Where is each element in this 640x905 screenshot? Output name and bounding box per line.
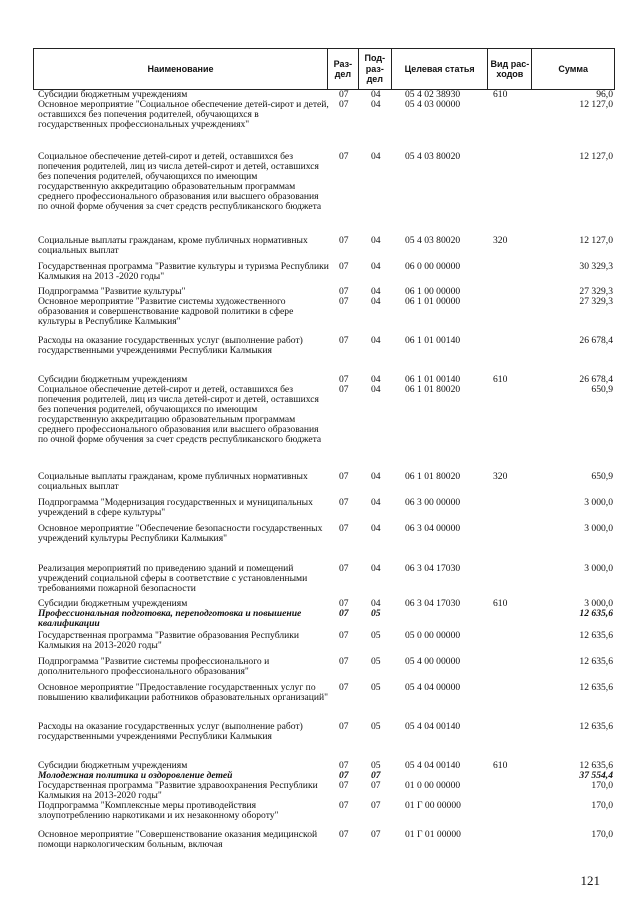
header-podrazdel: Под-раз-дел	[359, 49, 392, 89]
row-name: Подпрограмма "Модернизация государственных и муниципальных учреждений в сфере культуры"	[38, 497, 313, 518]
row-sum: 650,9	[591, 471, 613, 482]
row-name: Основное мероприятие "Предоставление государственных услуг по повышению квалификации работников образовательных организаций"	[38, 682, 329, 703]
row-name: Реализация мероприятий по приведению зданий и помещений учреждений социальной сферы в соответствие с установленными требованиями пожарной безопасности	[38, 563, 308, 594]
row-razdel: 07	[339, 99, 349, 110]
row-name: Субсидии бюджетным учреждениям	[38, 374, 188, 385]
row-razdel: 07	[339, 800, 349, 811]
row-target-article: 06 1 01 80020	[405, 384, 461, 395]
row-sum: 12 127,0	[579, 99, 613, 110]
row-sum: 37 554,4	[579, 770, 613, 781]
row-name: Государственная программа "Развитие культуры и туризма Республики Калмыкия на 2013 -2020 годы"	[38, 261, 329, 282]
row-podrazdel: 04	[371, 99, 381, 110]
row-podrazdel: 07	[371, 780, 381, 791]
row-target-article: 05 4 00 00000	[405, 656, 461, 667]
row-target-article: 05 4 03 80020	[405, 235, 461, 246]
row-razdel: 07	[339, 89, 349, 100]
row-razdel: 07	[339, 721, 349, 732]
row-sum: 12 635,6	[579, 721, 613, 732]
row-podrazdel: 04	[371, 296, 381, 307]
row-expense-type: 320	[493, 235, 508, 246]
row-expense-type: 610	[493, 598, 508, 609]
row-expense-type: 610	[493, 760, 508, 771]
row-name: Подпрограмма "Комплексные меры противодействия злоупотреблению наркотиками и их незаконному обороту"	[38, 800, 279, 821]
row-razdel: 07	[339, 829, 349, 840]
header-expense-type: Вид рас-ходов	[488, 49, 532, 89]
row-name: Основное мероприятие "Обеспечение безопасности государственных учреждений культуры Республики Калмыкия"	[38, 523, 323, 544]
row-podrazdel: 04	[371, 89, 381, 100]
row-sum: 12 635,6	[579, 682, 613, 693]
row-sum: 12 635,6	[579, 656, 613, 667]
table-header	[33, 48, 615, 90]
row-razdel: 07	[339, 656, 349, 667]
row-podrazdel: 05	[371, 721, 381, 732]
row-expense-type: 320	[493, 471, 508, 482]
row-razdel: 07	[339, 497, 349, 508]
row-name: Основное мероприятие "Развитие системы художественного образования и совершенствование кадровой политики в сфере культуры в Республике Калмыкия"	[38, 296, 294, 327]
row-podrazdel: 07	[371, 770, 381, 781]
row-target-article: 05 4 03 00000	[405, 99, 461, 110]
row-name: Основное мероприятие "Социальное обеспечение детей-сирот и детей, оставшихся без попечения родителей, обучающихся в государственных профессиональных учреждениях"	[38, 99, 329, 130]
row-name: Расходы на оказание государственных услуг (выполнение работ) государственными учреждениями Республики Калмыкия	[38, 721, 303, 742]
row-podrazdel: 04	[371, 384, 381, 395]
row-target-article: 05 4 04 00000	[405, 682, 461, 693]
row-name: Основное мероприятие "Совершенствование оказания медицинской помощи наркологическим больным, включая	[38, 829, 318, 850]
row-podrazdel: 04	[371, 151, 381, 162]
row-target-article: 01 0 00 00000	[405, 780, 461, 791]
row-target-article: 05 4 04 00140	[405, 721, 461, 732]
row-razdel: 07	[339, 235, 349, 246]
row-name: Субсидии бюджетным учреждениям	[38, 89, 188, 100]
row-target-article: 06 3 04 00000	[405, 523, 461, 534]
row-podrazdel: 04	[371, 563, 381, 574]
row-target-article: 06 1 01 80020	[405, 471, 461, 482]
row-razdel: 07	[339, 151, 349, 162]
row-podrazdel: 04	[371, 286, 381, 297]
row-name: Социальные выплаты гражданам, кроме публичных нормативных социальных выплат	[38, 471, 308, 492]
row-podrazdel: 04	[371, 335, 381, 346]
row-podrazdel: 04	[371, 497, 381, 508]
row-razdel: 07	[339, 780, 349, 791]
row-target-article: 06 3 04 17030	[405, 563, 461, 574]
row-sum: 12 635,6	[579, 630, 613, 641]
header-name: Наименование	[34, 49, 328, 89]
row-sum: 170,0	[591, 780, 613, 791]
row-podrazdel: 04	[371, 235, 381, 246]
row-razdel: 07	[339, 471, 349, 482]
row-razdel: 07	[339, 261, 349, 272]
row-sum: 3 000,0	[584, 598, 613, 609]
row-razdel: 07	[339, 563, 349, 574]
row-name: Социальное обеспечение детей-сирот и детей, оставшихся без попечения родителей, лиц из числа детей-сирот и детей, оставшихся без попечения родителей, обучающихся по имеющим государственную аккредитацию образовательным программам среднего профессионального образования или высшего образования по очной форме обучения за счет средств республиканского бюджета	[38, 384, 322, 445]
row-podrazdel: 04	[371, 261, 381, 272]
row-razdel: 07	[339, 335, 349, 346]
row-sum: 30 329,3	[579, 261, 613, 272]
row-expense-type: 610	[493, 374, 508, 385]
row-sum: 3 000,0	[584, 523, 613, 534]
row-podrazdel: 04	[371, 523, 381, 534]
row-razdel: 07	[339, 598, 349, 609]
row-name: Социальные выплаты гражданам, кроме публичных нормативных социальных выплат	[38, 235, 308, 256]
row-podrazdel: 05	[371, 608, 381, 619]
row-podrazdel: 04	[371, 471, 381, 482]
row-podrazdel: 07	[371, 800, 381, 811]
row-podrazdel: 04	[371, 598, 381, 609]
row-target-article: 06 1 01 00000	[405, 296, 461, 307]
row-razdel: 07	[339, 760, 349, 771]
row-target-article: 06 0 00 00000	[405, 261, 461, 272]
row-sum: 170,0	[591, 800, 613, 811]
row-razdel: 07	[339, 682, 349, 693]
row-razdel: 07	[339, 296, 349, 307]
row-razdel: 07	[339, 630, 349, 641]
row-sum: 26 678,4	[579, 335, 613, 346]
row-target-article: 06 1 01 00140	[405, 335, 461, 346]
row-podrazdel: 05	[371, 656, 381, 667]
row-target-article: 01 Г 01 00000	[405, 829, 461, 840]
row-sum: 3 000,0	[584, 497, 613, 508]
header-sum: Сумма	[558, 63, 588, 74]
row-target-article: 05 4 02 38930	[405, 89, 461, 100]
row-target-article: 01 Г 00 00000	[405, 800, 461, 811]
row-podrazdel: 04	[371, 374, 381, 385]
row-razdel: 07	[339, 384, 349, 395]
row-podrazdel: 05	[371, 682, 381, 693]
row-name: Государственная программа "Развитие здравоохранения Республики Калмыкия на 2013-2020 годы"	[38, 780, 318, 801]
row-name: Расходы на оказание государственных услуг (выполнение работ) государственными учреждениями Республики Калмыкия	[38, 335, 303, 356]
row-target-article: 06 3 04 17030	[405, 598, 461, 609]
row-sum: 170,0	[591, 829, 613, 840]
row-name: Профессиональная подготовка, переподготовка и повышение квалификации	[38, 608, 302, 629]
header-target-article: Целевая статья	[392, 49, 489, 89]
row-razdel: 07	[339, 374, 349, 385]
row-target-article: 05 4 03 80020	[405, 151, 461, 162]
row-name: Подпрограмма "Развитие системы профессионального и дополнительного профессионального образования"	[38, 656, 270, 677]
row-name: Молодежная политика и оздоровление детей	[38, 770, 233, 781]
row-sum: 96,0	[596, 89, 613, 100]
row-sum: 26 678,4	[579, 374, 613, 385]
row-razdel: 07	[339, 770, 349, 781]
row-target-article: 06 1 01 00140	[405, 374, 461, 385]
row-sum: 27 329,3	[579, 296, 613, 307]
row-target-article: 06 3 00 00000	[405, 497, 461, 508]
row-name: Субсидии бюджетным учреждениям	[38, 598, 188, 609]
row-razdel: 07	[339, 608, 349, 619]
header-razdel: Раз-дел	[328, 49, 359, 89]
row-sum: 650,9	[591, 384, 613, 395]
row-target-article: 05 4 04 00140	[405, 760, 461, 771]
row-sum: 12 127,0	[579, 235, 613, 246]
row-sum: 12 635,6	[579, 608, 613, 619]
row-sum: 3 000,0	[584, 563, 613, 574]
row-podrazdel: 05	[371, 630, 381, 641]
row-razdel: 07	[339, 286, 349, 297]
row-target-article: 06 1 00 00000	[405, 286, 461, 297]
row-podrazdel: 05	[371, 760, 381, 771]
row-name: Субсидии бюджетным учреждениям	[38, 760, 188, 771]
row-sum: 12 127,0	[579, 151, 613, 162]
row-name: Социальное обеспечение детей-сирот и детей, оставшихся без попечения родителей, лиц из числа детей-сирот и детей, оставшихся без попечения родителей, обучающихся по имеющим государственную аккредитацию образовательным программам среднего профессионального образования или высшего образования по очной форме обучения за счет средств республиканского бюджета	[38, 151, 322, 212]
row-name: Подпрограмма "Развитие культуры"	[38, 286, 186, 297]
row-sum: 27 329,3	[579, 286, 613, 297]
row-name: Государственная программа "Развитие образования Республики Калмыкия на 2013-2020 годы"	[38, 630, 300, 651]
row-podrazdel: 07	[371, 829, 381, 840]
row-expense-type: 610	[493, 89, 508, 100]
row-razdel: 07	[339, 523, 349, 534]
row-sum: 12 635,6	[579, 760, 613, 771]
page-number: 121	[580, 873, 600, 888]
row-target-article: 05 0 00 00000	[405, 630, 461, 641]
